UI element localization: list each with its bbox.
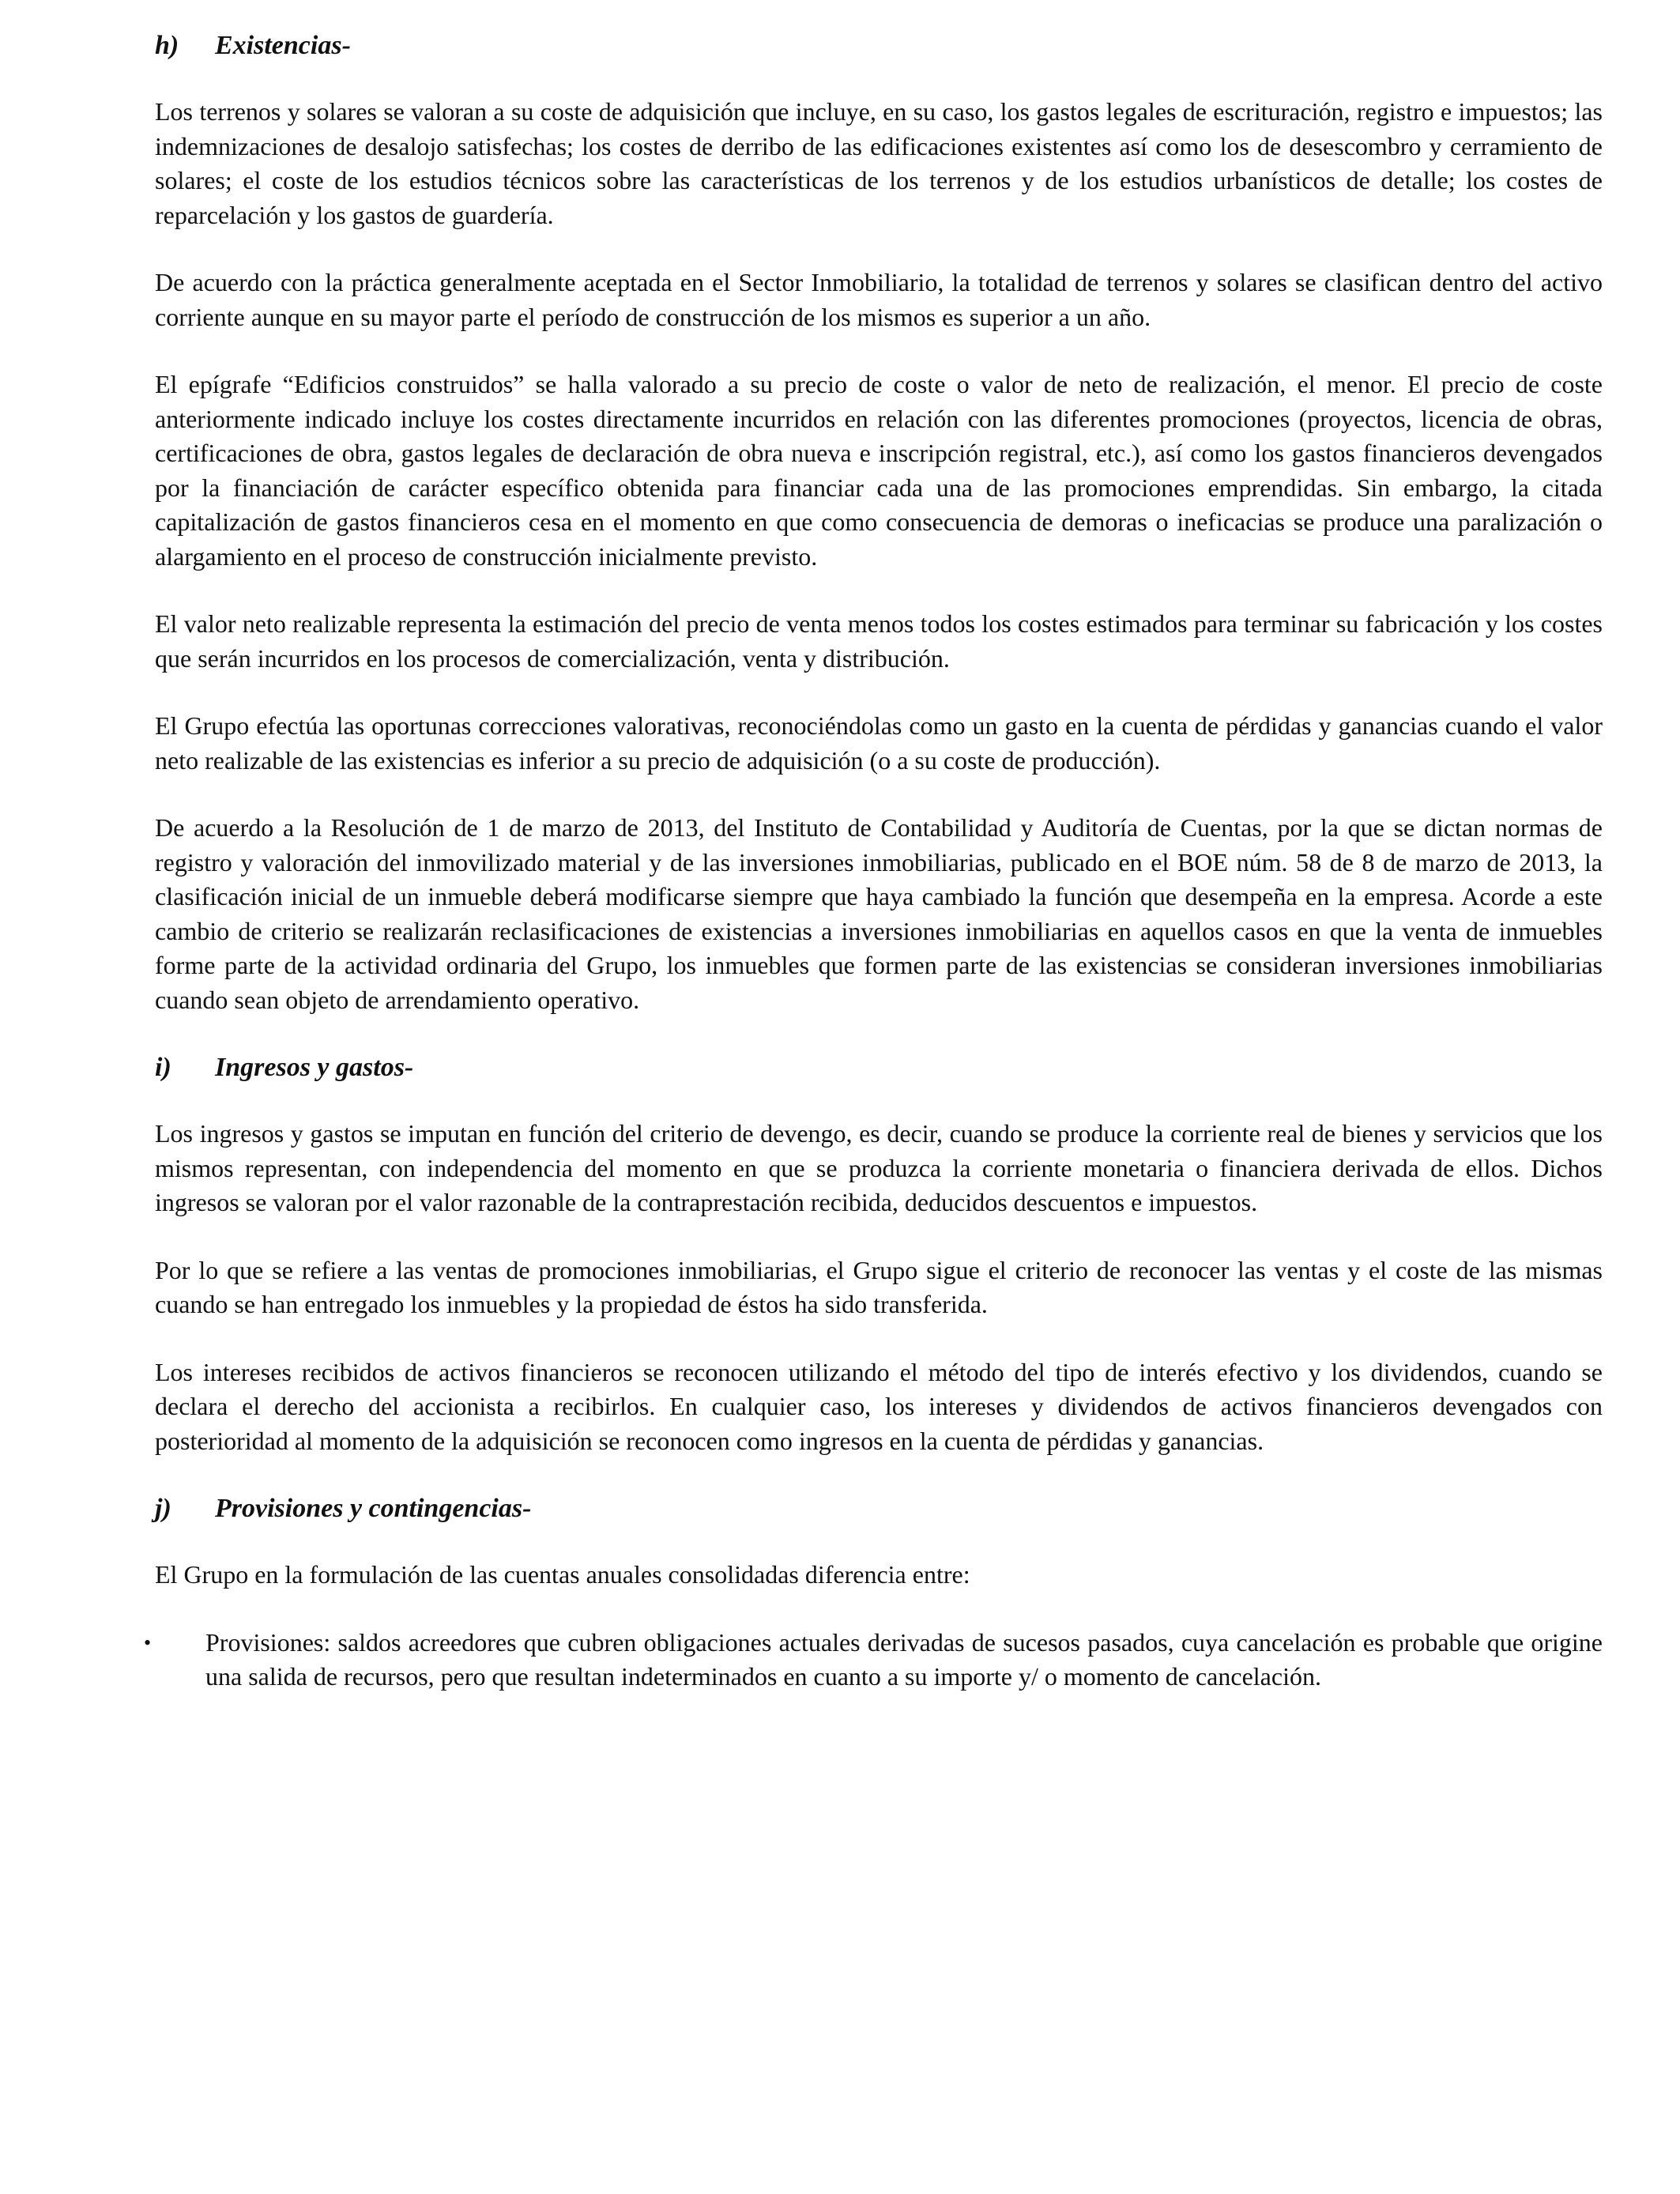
paragraph: Por lo que se refiere a las ventas de promociones inmobiliarias, el Grupo sigue el criterio de reconocer las ventas y el coste de las mismas cuando se han entregado los inmuebles y la propiedad de éstos ha sido transferida.: [155, 1255, 1603, 1318]
bullet-list-item: [144, 1626, 1603, 1695]
paragraph: Los intereses recibidos de activos financieros se reconocen utilizando el método del tipo de interés efectivo y los dividendos, cuando se declara el derecho del accionista a recibirlos. En cualquier caso, los intereses y dividendos de activos financieros devengados con posterioridad al momento de la adquisición se reconocen como ingresos en la cuenta de pérdidas y ganancias.: [155, 1357, 1603, 1455]
paragraph: De acuerdo a la Resolución de 1 de marzo de 2013, del Instituto de Contabilidad y Auditoría de Cuentas, por la que se dictan normas de registro y valoración del inmovilizado material y de las inversiones inmobiliarias, publicado en el BOE núm. 58 de 8 de marzo de 2013, la clasificación inicial de un inmueble deberá modificarse siempre que haya cambiado la función que desempeña en la empresa. Acorde a este cambio de criterio se realizarán reclasificaciones de existencias a inversiones inmobiliarias en aquellos casos en que la venta de inmuebles forme parte de la actividad ordinaria del Grupo, los inmuebles que formen parte de las existencias se consideran inversiones inmobiliarias cuando sean objeto de arrendamiento operativo.: [155, 813, 1603, 1014]
paragraph: Los ingresos y gastos se imputan en función del criterio de devengo, es decir, cuando se produce la corriente real de bienes y servicios que los mismos representan, con independencia del momento en que se produzca la corriente monetaria o financiera derivada de ellos. Dichos ingresos se valoran por el valor razonable de la contraprestación recibida, deducidos descuentos e impuestos.: [155, 1119, 1603, 1216]
section-title: Existencias-: [215, 31, 351, 60]
bullet-text: Provisiones: saldos acreedores que cubren obligaciones actuales derivadas de sucesos pasados, cuya cancelación es probable que origine una salida de recursos, pero que resultan indeterminados en cuanto a su importe y/ o momento de cancelación.: [205, 1627, 1603, 1691]
section-marker: i): [155, 1053, 171, 1082]
paragraph: El epígrafe “Edificios construidos” se halla valorado a su precio de coste o valor de neto de realización, el menor. El precio de coste anteriormente indicado incluye los costes directamente incurridos en relación con las diferentes promociones (proyectos, licencia de obras, certificaciones de obra, gastos legales de declaración de obra nueva e inscripción registral, etc.), así como los gastos financieros devengados por la financiación de carácter específico obtenida para financiar cada una de las promociones emprendidas. Sin embargo, la citada capitalización de gastos financieros cesa en el momento en que como consecuencia de demoras o ineficacias se produce una paralización o alargamiento en el proceso de construcción inicialmente previsto.: [155, 370, 1603, 571]
section-title: Ingresos y gastos-: [215, 1053, 414, 1082]
bullet-icon: •: [144, 1630, 152, 1654]
paragraph: El valor neto realizable representa la estimación del precio de venta menos todos los costes estimados para terminar su fabricación y los costes que serán incurridos en los procesos de comercialización, venta y distribución.: [155, 609, 1603, 673]
document-page: [144, 28, 1603, 1695]
section-heading-ingresos-y-gastos: [155, 1050, 1603, 1085]
section-title: Provisiones y contingencias-: [215, 1494, 532, 1523]
section-heading-provisiones-y-contingencias: [155, 1491, 1603, 1526]
section-heading-existencias: [155, 28, 1603, 63]
paragraph-intro: El Grupo en la formulación de las cuentas anuales consolidadas diferencia entre:: [155, 1560, 970, 1589]
paragraph: Los terrenos y solares se valoran a su coste de adquisición que incluye, en su caso, los gastos legales de escrituración, registro e impuestos; las indemnizaciones de desalojo satisfechas; los costes de derribo de las edificaciones existentes así como los de desescombro y cerramiento de solares; el coste de los estudios técnicos sobre las características de los terrenos y de los estudios urbanísticos de detalle; los costes de reparcelación y los gastos de guardería.: [155, 97, 1603, 229]
section-marker: h): [155, 31, 179, 60]
paragraph: De acuerdo con la práctica generalmente aceptada en el Sector Inmobiliario, la totalidad de terrenos y solares se clasifican dentro del activo corriente aunque en su mayor parte el período de construcción de los mismos es superior a un año.: [155, 268, 1603, 331]
section-marker: j): [155, 1494, 171, 1523]
paragraph: El Grupo efectúa las oportunas correcciones valorativas, reconociéndolas como un gasto en la cuenta de pérdidas y ganancias cuando el valor neto realizable de las existencias es inferior a su precio de adquisición (o a su coste de producción).: [155, 711, 1603, 775]
